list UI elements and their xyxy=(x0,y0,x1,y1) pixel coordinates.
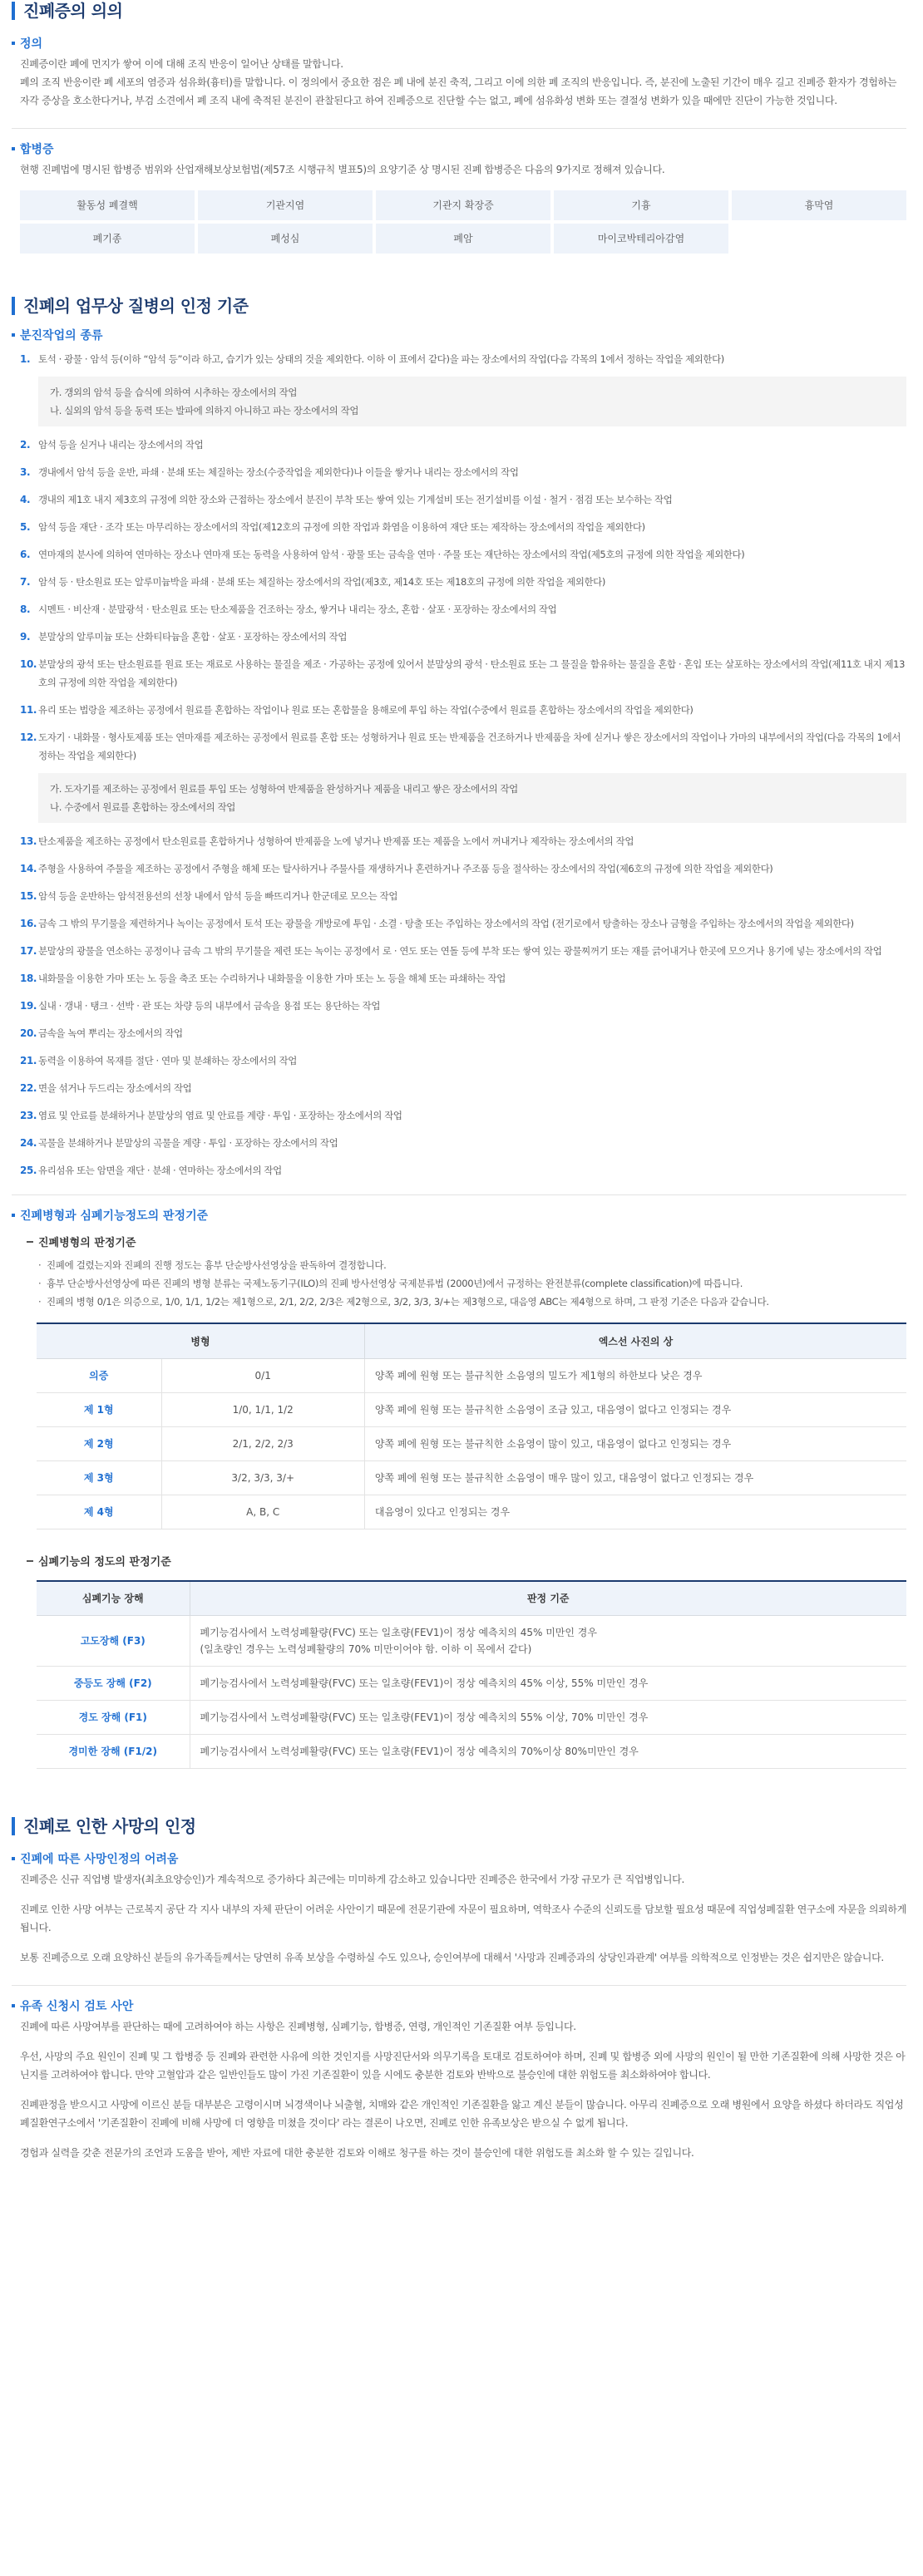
exception-line: 가. 도자기를 제조하는 공정에서 원료를 투입 또는 성형하여 반제품을 완성하거나 제품을 내리고 쌓은 장소에서의 작업 xyxy=(50,783,518,795)
definition-heading: 정의 xyxy=(12,35,906,52)
lung-criteria-heading: 심폐기능의 정도의 판정기준 xyxy=(25,1553,906,1569)
work-item xyxy=(20,655,906,692)
divider xyxy=(12,1194,906,1195)
work-item-text: 갱내의 제1호 내지 제3호의 규정에 의한 장소와 근접하는 장소에서 분진이 부착 또는 쌓여 있는 기계설비 또는 전기설비를 이설 · 철거 · 점검 또는 보수하는 작업 xyxy=(38,494,673,505)
work-item-number: 2. xyxy=(20,439,31,451)
type-code-cell: A, B, C xyxy=(161,1495,364,1529)
judgement-heading: 진폐병형과 심폐기능정도의 판정기준 xyxy=(12,1207,906,1224)
table-row xyxy=(37,1392,906,1426)
complication-item: 기흉 xyxy=(554,190,728,220)
work-item xyxy=(20,628,906,646)
work-item xyxy=(20,728,906,823)
table-row xyxy=(37,1701,906,1735)
complication-item: 활동성 폐결핵 xyxy=(20,190,195,220)
impairment-criteria-cell xyxy=(190,1701,906,1735)
work-item xyxy=(20,1106,906,1125)
type-criteria-heading: 진폐병형의 판정기준 xyxy=(25,1234,906,1249)
work-item-number: 5. xyxy=(20,521,31,533)
work-item-number: 21. xyxy=(20,1055,37,1066)
work-item xyxy=(20,1024,906,1042)
complications-grid xyxy=(20,190,906,254)
work-types-heading: 분진작업의 종류 xyxy=(12,327,906,343)
work-item-text: 유리 또는 법랑을 제조하는 공정에서 원료를 혼합하는 작업이나 원료 또는 혼합물을 용해로에 투입 하는 작업(수중에서 원료를 혼합하는 장소에서의 작업을 제외한다) xyxy=(38,704,693,716)
work-item-text: 실내 · 갱내 · 탱크 · 선박 · 관 또는 차량 등의 내부에서 금속을 용접 또는 용단하는 작업 xyxy=(38,1000,381,1012)
work-item xyxy=(20,859,906,878)
type-description-cell: 양쪽 폐에 원형 또는 불규칙한 소음영이 많이 있고, 대음영이 없다고 인정되는 경우 xyxy=(364,1426,906,1460)
bullet-item: · 진폐의 병형 0/1은 의증으로, 1/0, 1/1, 1/2는 제1형으로, 2/1, 2/2, 2/3은 제2형으로, 3/2, 3/3, 3/+는 제3형으로, 대음영 ABC는 제4형으로 하며, 그 판정 기준은 다음과 같습니다. xyxy=(38,1293,906,1311)
complication-item: 기관지염 xyxy=(198,190,373,220)
impairment-level-cell: 고도장해 (F3) xyxy=(37,1616,190,1667)
type-name-cell: 제 3형 xyxy=(37,1460,161,1495)
work-item xyxy=(20,545,906,564)
difficulty-heading: 진폐에 따른 사망인정의 어려움 xyxy=(12,1850,906,1867)
work-item-text: 토석 · 광물 · 암석 등(이하 “암석 등”이라 하고, 습기가 있는 상태의 것을 제외한다. 이하 이 표에서 같다)을 파는 장소에서의 작업(다음 각목의 1에서 정하는 작업을 제외한다) xyxy=(38,353,724,365)
work-item-text: 탄소제품을 제조하는 공정에서 탄소원료를 혼합하거나 성형하여 반제품을 노에 넣거나 반제품 또는 제품을 노에서 꺼내거나 제작하는 장소에서의 작업 xyxy=(38,835,634,847)
table-header: 판정 기준 xyxy=(190,1581,906,1616)
type-criteria-bullets xyxy=(38,1256,906,1311)
complications-heading: 합병증 xyxy=(12,140,906,157)
difficulty-text-3: 보통 진폐증으로 오래 요양하신 분들의 유가족들께서는 당연히 유족 보상을 수령하실 수도 있으나, 승인여부에 대해서 '사망과 진폐증과의 상당인과관계' 여부를 의학적으로 인정받는 것은 쉽지만은 않습니다. xyxy=(20,1952,884,1963)
work-item-number: 25. xyxy=(20,1165,37,1176)
criteria-line: 폐기능검사에서 노력성폐활량(FVC) 또는 일초량(FEV1)이 정상 예측치의 70%이상 80%미만인 경우 xyxy=(200,1746,639,1757)
type-description-cell: 양쪽 폐에 원형 또는 불규칙한 소음영이 매우 많이 있고, 대음영이 없다고 인정되는 경우 xyxy=(364,1460,906,1495)
work-item xyxy=(20,887,906,905)
work-item-text: 연마재의 분사에 의하여 연마하는 장소나 연마재 또는 동력을 사용하여 암석 · 광물 또는 금속을 연마 · 주물 또는 재단하는 장소에서의 작업(제5호의 규정에 의한 작업을 제외한다) xyxy=(38,549,745,560)
work-item-number: 13. xyxy=(20,835,37,847)
criteria-line: 폐기능검사에서 노력성폐활량(FVC) 또는 일초량(FEV1)이 정상 예측치의 45% 이상, 55% 미만인 경우 xyxy=(200,1677,649,1689)
work-item-text: 암석 등을 싣거나 내리는 장소에서의 작업 xyxy=(38,439,204,451)
work-item-number: 15. xyxy=(20,890,37,902)
complication-item: 폐성심 xyxy=(198,224,373,254)
type-code-cell: 3/2, 3/3, 3/+ xyxy=(161,1460,364,1495)
criteria-line: (일초량인 경우는 노력성폐활량의 70% 미만이어야 함. 이하 이 목에서 같다) xyxy=(200,1643,532,1655)
type-code-cell: 0/1 xyxy=(161,1358,364,1392)
table-row xyxy=(37,1460,906,1495)
work-item xyxy=(20,463,906,481)
impairment-criteria-cell xyxy=(190,1667,906,1701)
work-item-text: 내화물을 이용한 가마 또는 노 등을 축조 또는 수리하거나 내화물을 이용한 가마 또는 노 등을 해체 또는 파쇄하는 작업 xyxy=(38,973,506,984)
type-description-cell: 양쪽 폐에 원형 또는 불규칙한 소음영이 조금 있고, 대음영이 없다고 인정되는 경우 xyxy=(364,1392,906,1426)
work-item-number: 18. xyxy=(20,973,37,984)
work-item-text: 분말상의 광석 또는 탄소원료를 원료 또는 재료로 사용하는 물질을 제조 · 가공하는 공정에 있어서 분말상의 광석 · 탄소원료 또는 그 물질을 함유하는 물질을 혼합 · 혼입 또는 살포하는 장소에서의 작업(제11호 내지 제13호의 규정에 의한 작업을 제외한다) xyxy=(38,658,905,688)
section-title-death: 진폐로 인한 사망의 인정 xyxy=(12,1817,906,1835)
work-item-text: 염료 및 안료를 분쇄하거나 분말상의 염료 및 안료를 계량 · 투입 · 포장하는 장소에서의 작업 xyxy=(38,1110,402,1121)
work-item-text: 유리섬유 또는 암면을 재단 · 분쇄 · 연마하는 장소에서의 작업 xyxy=(38,1165,282,1176)
work-item-number: 9. xyxy=(20,631,31,643)
table-row xyxy=(37,1358,906,1392)
work-item-text: 시멘트 · 비산재 · 분말광석 · 탄소원료 또는 탄소제품을 건조하는 장소, 쌓거나 내리는 장소, 혼합 · 살포 · 포장하는 장소에서의 작업 xyxy=(38,603,557,615)
work-item-number: 6. xyxy=(20,549,31,560)
divider xyxy=(12,128,906,129)
exception-line: 나. 실외의 암석 등을 동력 또는 발파에 의하지 아니하고 파는 장소에서의 작업 xyxy=(50,405,359,416)
work-item-number: 7. xyxy=(20,576,31,588)
review-text-4: 경험과 실력을 갖춘 전문가의 조언과 도움을 받아, 제반 자료에 대한 충분한 검토와 이해로 청구를 하는 것이 불승인에 대한 위험도를 최소화 할 수 있는 길입니다. xyxy=(20,2147,694,2159)
difficulty-text-1: 진폐증은 신규 직업병 발생자(최초요양승인)가 계속적으로 증가하다 최근에는 미미하게 감소하고 있습니다만 진폐증은 한국에서 가장 규모가 큰 직업병입니다. xyxy=(20,1874,684,1885)
work-item-text: 분말상의 알루미늄 또는 산화티타늄을 혼합 · 살포 · 포장하는 장소에서의 작업 xyxy=(38,631,348,643)
impairment-level-cell: 경미한 장해 (F1/2) xyxy=(37,1735,190,1769)
work-item-text: 암석 등 · 탄소원료 또는 알루미늄박을 파쇄 · 분쇄 또는 체질하는 장소에서의 작업(제3호, 제14호 또는 제18호의 규정에 의한 작업을 제외한다) xyxy=(38,576,605,588)
work-item-number: 24. xyxy=(20,1137,37,1149)
work-item-number: 19. xyxy=(20,1000,37,1012)
type-name-cell: 제 2형 xyxy=(37,1426,161,1460)
work-item-number: 4. xyxy=(20,494,31,505)
work-item xyxy=(20,914,906,933)
work-item-text: 면을 섞거나 두드리는 장소에서의 작업 xyxy=(38,1082,192,1094)
type-name-cell: 제 1형 xyxy=(37,1392,161,1426)
work-item-text: 암석 등을 재단 · 조각 또는 마무리하는 장소에서의 작업(제12호의 규정에 의한 작업과 화염을 이용하여 재단 또는 제작하는 장소에서의 작업을 제외한다) xyxy=(38,521,645,533)
difficulty-text-2: 진폐로 인한 사망 여부는 근로복지 공단 각 지사 내부의 자체 판단이 어려운 사안이기 때문에 전문기관에 자문이 필요하며, 역학조사 수준의 신뢰도를 담보할 필요성 때문에 직업성폐질환 연구소에 자문을 의뢰하게 됩니다. xyxy=(20,1904,907,1933)
table-row xyxy=(37,1495,906,1529)
review-text-3: 진폐판정을 받으시고 사망에 이르신 분들 대부분은 고령이시며 뇌경색이나 뇌출혈, 치매와 같은 개인적인 기존질환을 앓고 계신 분들이 많습니다. 아무리 진폐증으로 오래 병원에서 요양을 하셨다 하더라도 직업성폐질환연구소에서 '기존질환이 진폐에 비해 사망에 더 영향을 미쳤을 것이다' 라는 결론이 나오면, 진폐로 인한 유족보상은 받으실 수 없게 됩니다. xyxy=(20,2099,904,2129)
complications-text: 현행 진폐법에 명시된 합병증 범위와 산업재해보상보험법(제57조 시행규칙 별표5)의 요양기준 상 명시된 진폐 합병증은 다음의 9가지로 정해져 있습니다. xyxy=(20,164,665,175)
work-item-text: 곡물을 분쇄하거나 분말상의 곡물을 계량 · 투입 · 포장하는 장소에서의 작업 xyxy=(38,1137,338,1149)
section-title-meaning: 진폐증의 의의 xyxy=(12,2,906,20)
work-item xyxy=(20,600,906,618)
work-item-number: 23. xyxy=(20,1110,37,1121)
work-item-number: 12. xyxy=(20,731,37,743)
divider xyxy=(12,1985,906,1986)
work-item-number: 11. xyxy=(20,704,37,716)
type-name-cell: 의증 xyxy=(37,1358,161,1392)
work-item xyxy=(20,969,906,988)
complication-item: 흉막염 xyxy=(732,190,906,220)
page xyxy=(12,2,906,2162)
lung-criteria-table xyxy=(37,1580,906,1770)
work-item xyxy=(20,350,906,426)
work-item xyxy=(20,942,906,960)
review-text-2: 우선, 사망의 주요 원인이 진폐 및 그 합병증 등 진폐와 관련한 사유에 의한 것인지를 사망진단서와 의무기록을 토대로 검토하여야 하며, 진폐 및 합병증 외에 사망의 원인이 될 만한 기존질환에 의해 사망한 것은 아닌지를 고려하여야 합니다. 만약 고혈압과 같은 일반인들도 많이 가진 기존질환이 있을 시에도 충분한 검토와 반박으로 불승인에 대한 위험도를 최소화하여야 합니다. xyxy=(20,2051,906,2081)
work-item-number: 8. xyxy=(20,603,31,615)
type-description-cell: 대음영이 있다고 인정되는 경우 xyxy=(364,1495,906,1529)
exception-note xyxy=(38,377,906,426)
work-item-text: 금속 그 밖의 무기물을 제련하거나 녹이는 공정에서 토석 또는 광물을 개방로에 투입 · 소결 · 탕출 또는 주입하는 장소에서의 작업 (전기로에서 탕출하는 장소나 금형을 주입하는 장소에서의 작업을 제외한다) xyxy=(38,918,854,929)
criteria-line: 폐기능검사에서 노력성폐활량(FVC) 또는 일초량(FEV1)이 정상 예측치의 55% 이상, 70% 미만인 경우 xyxy=(200,1712,649,1723)
bullet-item: · 흉부 단순방사선영상에 따른 진폐의 병형 분류는 국제노동기구(ILO)의 진폐 방사선영상 국제분류법 (2000년)에서 규정하는 완전분류(complete classification)에 따릅니다. xyxy=(38,1274,906,1293)
work-item xyxy=(20,832,906,850)
exception-note xyxy=(38,773,906,823)
work-item xyxy=(20,701,906,719)
work-item xyxy=(20,1161,906,1180)
table-header: 심폐기능 장해 xyxy=(37,1581,190,1616)
work-item-number: 16. xyxy=(20,918,37,929)
work-item xyxy=(20,490,906,509)
table-row xyxy=(37,1735,906,1769)
work-item-text: 주형을 사용하여 주물을 제조하는 공정에서 주형을 해체 또는 탈사하거나 주물사를 재생하거나 혼련하거나 주조품 등을 절삭하는 장소에서의 작업(제6호의 규정에 의한 작업을 제외한다) xyxy=(38,863,773,874)
exception-line: 가. 갱외의 암석 등을 습식에 의하여 시추하는 장소에서의 작업 xyxy=(50,387,298,398)
impairment-criteria-cell xyxy=(190,1616,906,1667)
work-item xyxy=(20,518,906,536)
work-item xyxy=(20,1134,906,1152)
work-item-text: 도자기 · 내화물 · 형사토제품 또는 연마재를 제조하는 공정에서 원료를 혼합 또는 성형하거나 원료 또는 반제품을 건조하거나 반제품을 차에 싣거나 쌓은 장소에서의 작업이나 가마의 내부에서의 작업(다음 각목의 1에서 정하는 작업을 제외한다) xyxy=(38,731,901,761)
table-header: 엑스선 사진의 상 xyxy=(364,1323,906,1358)
complication-item: 기관지 확장증 xyxy=(376,190,550,220)
work-item-text: 암석 등을 운반하는 암석전용선의 선창 내에서 암석 등을 빠뜨리거나 한군데로 모으는 작업 xyxy=(38,890,398,902)
work-item-number: 22. xyxy=(20,1082,37,1094)
work-item-text: 금속을 녹여 뿌리는 장소에서의 작업 xyxy=(38,1027,183,1039)
work-item-text: 동력을 이용하여 목재를 절단 · 연마 및 분쇄하는 장소에서의 작업 xyxy=(38,1055,297,1066)
review-text-1: 진폐에 따른 사망여부를 판단하는 때에 고려하여야 하는 사항은 진폐병형, 심폐기능, 합병증, 연령, 개인적인 기존질환 여부 등입니다. xyxy=(20,2021,576,2032)
table-row xyxy=(37,1426,906,1460)
work-item xyxy=(20,1052,906,1070)
type-description-cell: 양쪽 폐에 원형 또는 불규칙한 소음영의 밀도가 제1형의 하한보다 낮은 경우 xyxy=(364,1358,906,1392)
work-item-number: 3. xyxy=(20,466,31,478)
review-heading: 유족 신청시 검토 사안 xyxy=(12,1997,906,2014)
work-item-number: 17. xyxy=(20,945,37,957)
impairment-level-cell: 중등도 장해 (F2) xyxy=(37,1667,190,1701)
table-header: 병형 xyxy=(37,1323,364,1358)
work-item-number: 20. xyxy=(20,1027,37,1039)
work-item xyxy=(20,997,906,1015)
work-item xyxy=(20,1079,906,1097)
complication-item: 마이코박테리아감염 xyxy=(554,224,728,254)
grid-empty-cell xyxy=(732,224,906,254)
complication-item: 폐암 xyxy=(376,224,550,254)
work-item-text: 분말상의 광물을 연소하는 공정이나 금속 그 밖의 무기물을 제련 또는 녹이는 공정에서 로 · 연도 또는 연돌 등에 부착 또는 쌓여 있는 광물찌꺼기 또는 재를 긁어내거나 한곳에 모으거나 용기에 넣는 장소에서의 작업 xyxy=(38,945,882,957)
work-item-number: 10. xyxy=(20,658,37,670)
type-code-cell: 2/1, 2/2, 2/3 xyxy=(161,1426,364,1460)
work-item-number: 14. xyxy=(20,863,37,874)
work-types-list xyxy=(20,350,906,1180)
table-row xyxy=(37,1667,906,1701)
work-item xyxy=(20,436,906,454)
definition-text-1: 진폐증이란 폐에 먼지가 쌓여 이에 대해 조직 반응이 일어난 상태를 말합니다. xyxy=(20,58,343,70)
work-item-text: 갱내에서 암석 등을 운반, 파쇄 · 분쇄 또는 체질하는 장소(수중작업을 제외한다)나 이들을 쌓거나 내리는 장소에서의 작업 xyxy=(38,466,519,478)
impairment-criteria-cell xyxy=(190,1735,906,1769)
type-criteria-table xyxy=(37,1322,906,1529)
criteria-line: 폐기능검사에서 노력성폐활량(FVC) 또는 일초량(FEV1)이 정상 예측치의 45% 미만인 경우 xyxy=(200,1627,597,1638)
work-item xyxy=(20,573,906,591)
type-name-cell: 제 4형 xyxy=(37,1495,161,1529)
impairment-level-cell: 경도 장해 (F1) xyxy=(37,1701,190,1735)
table-row xyxy=(37,1616,906,1667)
complication-item: 폐기종 xyxy=(20,224,195,254)
definition-text-2: 폐의 조직 반응이란 폐 세포의 염증과 섬유화(흉터)를 말합니다. 이 정의에서 중요한 점은 폐 내에 분진 축적, 그리고 이에 의한 폐 조직의 반응입니다. 즉, 분진에 노출된 기간이 매우 길고 진폐증 환자가 경험하는 자각 증상을 호소한다거나, 부검 소견에서 폐 조직 내에 축적된 분진이 관찰된다고 하여 진폐증으로 진단할 수는 없고, 폐에 섬유화성 변화 또는 결절성 변화가 있을 때에만 진단이 가능한 것입니다. xyxy=(20,76,897,106)
section-title-recognition: 진폐의 업무상 질병의 인정 기준 xyxy=(12,297,906,315)
type-code-cell: 1/0, 1/1, 1/2 xyxy=(161,1392,364,1426)
work-item-number: 1. xyxy=(20,353,31,365)
exception-line: 나. 수중에서 원료를 혼합하는 장소에서의 작업 xyxy=(50,801,236,813)
bullet-item: · 진폐에 걸렸는지와 진폐의 진행 정도는 흉부 단순방사선영상을 판독하여 결정합니다. xyxy=(38,1256,906,1274)
